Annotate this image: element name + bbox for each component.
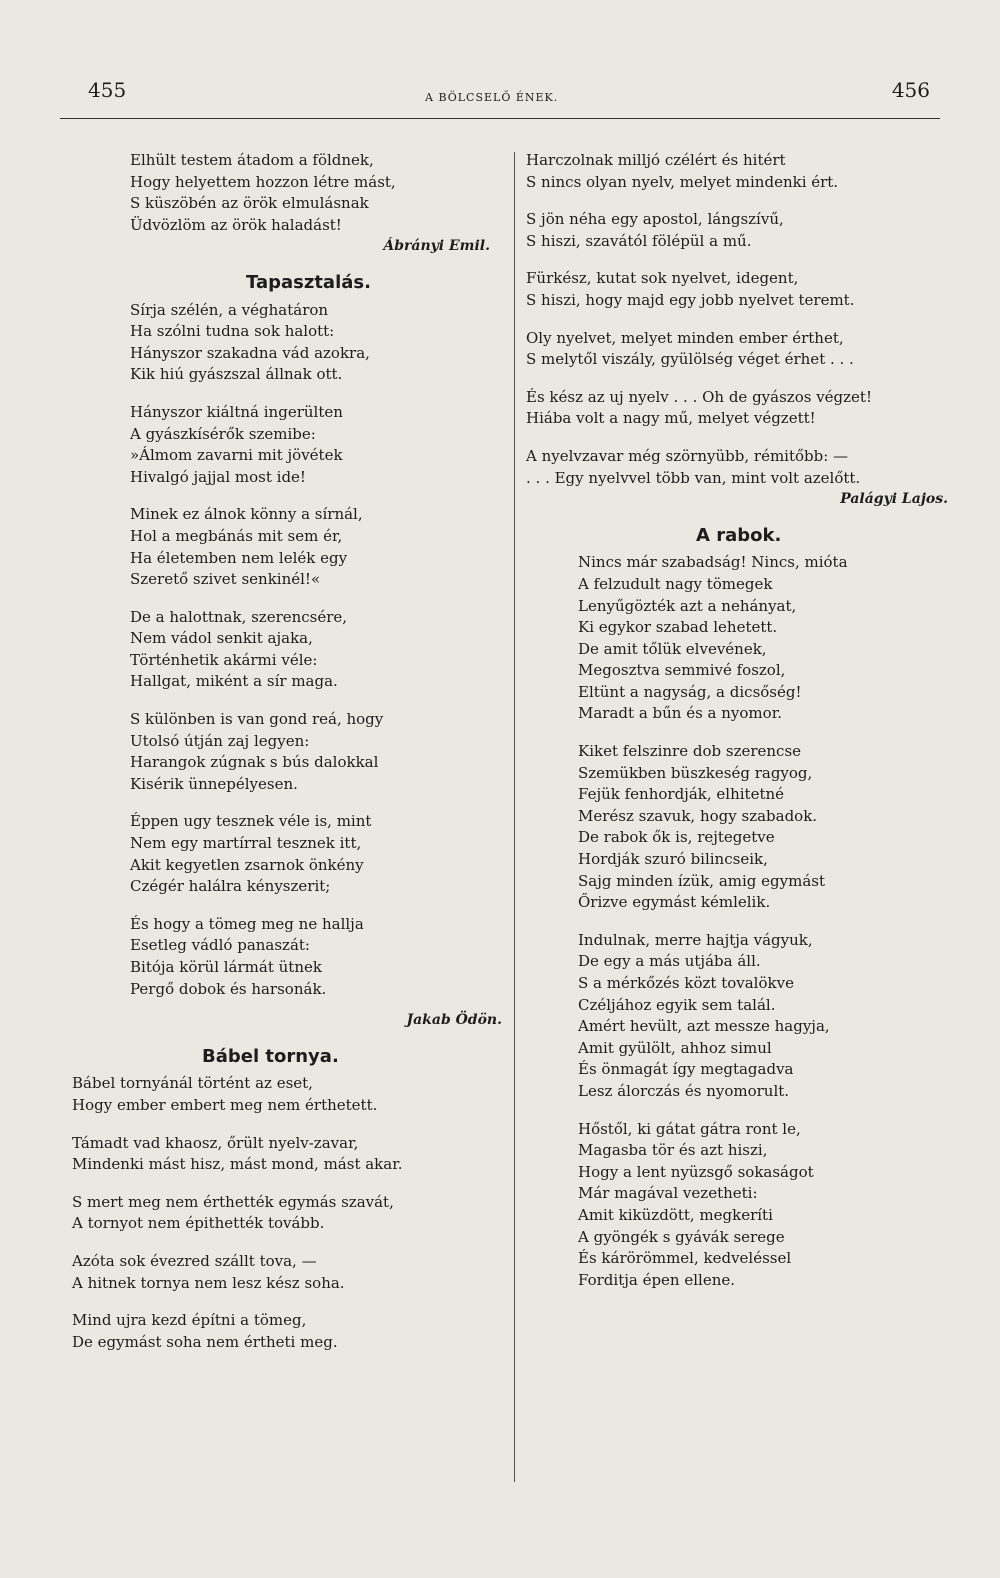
verse-line: Akit kegyetlen zsarnok önkény [130, 855, 364, 874]
stanza [526, 209, 966, 252]
verse-line: Harczolnak milljó czélért és hitért [526, 151, 786, 169]
poem-author: Jakab Ödön. [406, 1012, 502, 1029]
verse-line: »Álmom zavarni mit jövétek [130, 446, 343, 465]
verse-line: Elhült testem átadom a földnek, [130, 151, 374, 169]
verse-line: Történhetik akármi véle: [130, 650, 318, 669]
verse-line: S hiszi, hogy majd egy jobb nyelvet teremt. [526, 290, 855, 309]
verse-line: S küszöbén az örök elmulásnak [130, 194, 369, 213]
verse-line: A hitnek tornya nem lesz kész soha. [72, 1273, 345, 1292]
verse-line: Mindenki mást hisz, mást mond, mást akar. [72, 1155, 403, 1174]
verse-line: Fejük fenhordják, elhitetné [578, 785, 785, 804]
verse-line: Nem egy martírral tesznek itt, [130, 834, 362, 853]
verse-line: Azóta sok évezred szállt tova, — [72, 1251, 317, 1270]
stanza [72, 504, 502, 590]
verse-line: Üdvözlöm az örök haladást! [130, 215, 342, 234]
verse-line: Megosztva semmivé foszol, [578, 661, 786, 680]
stanza [72, 607, 502, 693]
verse-line: S hiszi, szavától fölépül a mű. [526, 231, 752, 250]
verse-line: Kik hiú gyászszal állnak ott. [130, 365, 343, 384]
verse-line: Ha életemben nem lelék egy [130, 548, 348, 567]
verse-line: Indulnak, merre hajtja vágyuk, [578, 930, 813, 949]
stanza [526, 552, 966, 725]
stanza [72, 150, 502, 236]
verse-line: Hallgat, miként a sír maga. [130, 672, 338, 691]
verse-line: Hányszor kiáltná ingerülten [130, 402, 343, 421]
verse-line: S a mérkőzés közt tovalökve [578, 974, 794, 992]
verse-line: Kiket felszinre dob szerencse [578, 742, 802, 761]
verse-line: Czéljához egyik sem talál. [578, 995, 776, 1014]
verse-line: És hogy a tömeg meg ne hallja [130, 914, 364, 933]
verse-line: Hogy a lent nyüzsgő sokaságot [578, 1162, 814, 1181]
verse-line: És kész az uj nyelv . . . Oh de gyászos végzet! [526, 387, 872, 406]
stanza [526, 930, 966, 1103]
header-rule [60, 118, 940, 119]
page-number-right: 456 [891, 78, 930, 102]
verse-line: Eltünt a nagyság, a dicsőség! [578, 682, 802, 701]
verse-line: Mind ujra kezd építni a tömeg, [72, 1311, 307, 1330]
stanza [526, 150, 966, 193]
stanza [526, 1119, 966, 1292]
column-divider [514, 152, 515, 1482]
stanza [526, 268, 966, 311]
verse-line: Pergő dobok és harsonák. [130, 979, 327, 998]
stanza [526, 387, 966, 430]
verse-line: . . . Egy nyelvvel több van, mint volt azelőtt. [526, 468, 861, 487]
verse-line: Amit gyülölt, ahhoz simul [578, 1038, 772, 1057]
verse-line: A gyöngék s gyávák serege [578, 1227, 785, 1246]
verse-line: Hordják szuró bilincseik, [578, 850, 768, 869]
verse-line: De rabok ők is, rejtegetve [578, 828, 775, 847]
verse-line: Szerető szivet senkinél!« [130, 570, 321, 589]
stanza [526, 446, 966, 489]
verse-line: Ha szólni tudna sok halott: [130, 322, 335, 341]
stanza [72, 914, 502, 1000]
poem-title: Bábel tornya. [202, 1045, 339, 1067]
verse-line: Nincs már szabadság! Nincs, mióta [578, 553, 848, 572]
verse-line: Forditja épen ellene. [578, 1270, 736, 1289]
poem-title: A rabok. [696, 524, 782, 546]
stanza [72, 1073, 502, 1116]
verse-line: Merész szavuk, hogy szabadok. [578, 806, 818, 825]
stanza [72, 402, 502, 488]
verse-line: Hogy ember embert meg nem érthetett. [72, 1095, 378, 1114]
verse-line: Minek ez álnok könny a sírnál, [130, 505, 363, 524]
stanza [72, 709, 502, 795]
stanza [526, 741, 966, 914]
stanza [72, 1192, 502, 1235]
verse-line: De a halottnak, szerencsére, [130, 607, 348, 626]
verse-line: A tornyot nem épithették tovább. [72, 1214, 325, 1233]
stanza [72, 811, 502, 897]
verse-line: S különben is van gond reá, hogy [130, 710, 384, 729]
verse-line: Hányszor szakadna vád azokra, [130, 343, 370, 362]
verse-line: Harangok zúgnak s bús dalokkal [130, 753, 379, 772]
verse-line: Szemükben büszkeség ragyog, [578, 763, 813, 782]
verse-line: A felzudult nagy tömegek [578, 574, 773, 593]
verse-line: Támadt vad khaosz, őrült nyelv-zavar, [72, 1133, 359, 1152]
verse-line: S nincs olyan nyelv, melyet mindenki ért. [526, 172, 839, 191]
verse-line: A gyászkísérők szemibe: [130, 424, 316, 443]
stanza [72, 1133, 502, 1176]
poem-author: Palágyi Lajos. [840, 491, 948, 508]
stanza [526, 328, 966, 371]
verse-line: Már magával vezetheti: [578, 1184, 758, 1203]
verse-line: Bitója körül lármát ütnek [130, 958, 322, 976]
page-header [60, 78, 940, 118]
verse-line: Hiába volt a nagy mű, melyet végzett! [526, 409, 816, 428]
verse-line: Hőstől, ki gátat gátra ront le, [578, 1119, 801, 1138]
verse-line: Bábel tornyánál történt az eset, [72, 1074, 313, 1093]
verse-line: Utolsó útján zaj legyen: [130, 731, 310, 750]
left-column [72, 150, 502, 1369]
verse-line: Esetleg vádló panaszát: [130, 936, 310, 955]
verse-line: S mert meg nem érthették egymás szavát, [72, 1192, 394, 1211]
right-column [526, 150, 966, 1307]
verse-line: Ki egykor szabad lehetett. [578, 618, 778, 637]
verse-line: De egy a más utjába áll. [578, 952, 761, 971]
verse-line: De amit tőlük elvevének, [578, 639, 767, 658]
stanza [72, 1310, 502, 1353]
verse-line: Oly nyelvet, melyet minden ember érthet, [526, 328, 844, 347]
verse-line: Hol a megbánás mit sem ér, [130, 526, 343, 545]
poem-title: Tapasztalás. [246, 271, 371, 293]
verse-line: Hivalgó jajjal most ide! [130, 467, 306, 486]
verse-line: S melytől viszály, gyülölség véget érhet . . . [526, 350, 854, 369]
verse-line: Nem vádol senkit ajaka, [130, 629, 313, 648]
verse-line: Éppen ugy tesznek véle is, mint [130, 812, 372, 831]
stanza [72, 1251, 502, 1294]
page-number-left: 455 [88, 78, 127, 102]
verse-line: Kisérik ünnepélyesen. [130, 774, 298, 793]
verse-line: Sajg minden ízük, amig egymást [578, 871, 825, 890]
verse-line: És önmagát így megtagadva [578, 1060, 794, 1079]
verse-line: Amit kiküzdött, megkeríti [578, 1205, 773, 1224]
running-title: A BÖLCSELŐ ÉNEK. [425, 91, 559, 104]
verse-line: És kárörömmel, kedveléssel [578, 1249, 792, 1268]
verse-line: Őrizve egymást kémlelik. [578, 893, 771, 912]
poem-author: Ábrányi Emil. [383, 238, 490, 255]
verse-line: Magasba tör és azt hiszi, [578, 1141, 768, 1160]
verse-line: Czégér halálra kényszerit; [130, 877, 331, 896]
verse-line: Amért hevült, azt messze hagyja, [578, 1017, 830, 1036]
verse-line: S jön néha egy apostol, lángszívű, [526, 210, 784, 229]
verse-line: Maradt a bűn és a nyomor. [578, 704, 782, 723]
verse-line: Lesz álorczás és nyomorult. [578, 1081, 790, 1100]
verse-line: A nyelvzavar még szörnyübb, rémitőbb: — [526, 446, 849, 465]
verse-line: Hogy helyettem hozzon létre mást, [130, 172, 396, 191]
verse-line: Fürkész, kutat sok nyelvet, idegent, [526, 269, 799, 288]
verse-line: De egymást soha nem értheti meg. [72, 1332, 338, 1351]
verse-line: Sírja szélén, a véghatáron [130, 300, 329, 319]
verse-line: Lenyűgözték azt a nehányat, [578, 596, 797, 615]
stanza [72, 300, 502, 386]
